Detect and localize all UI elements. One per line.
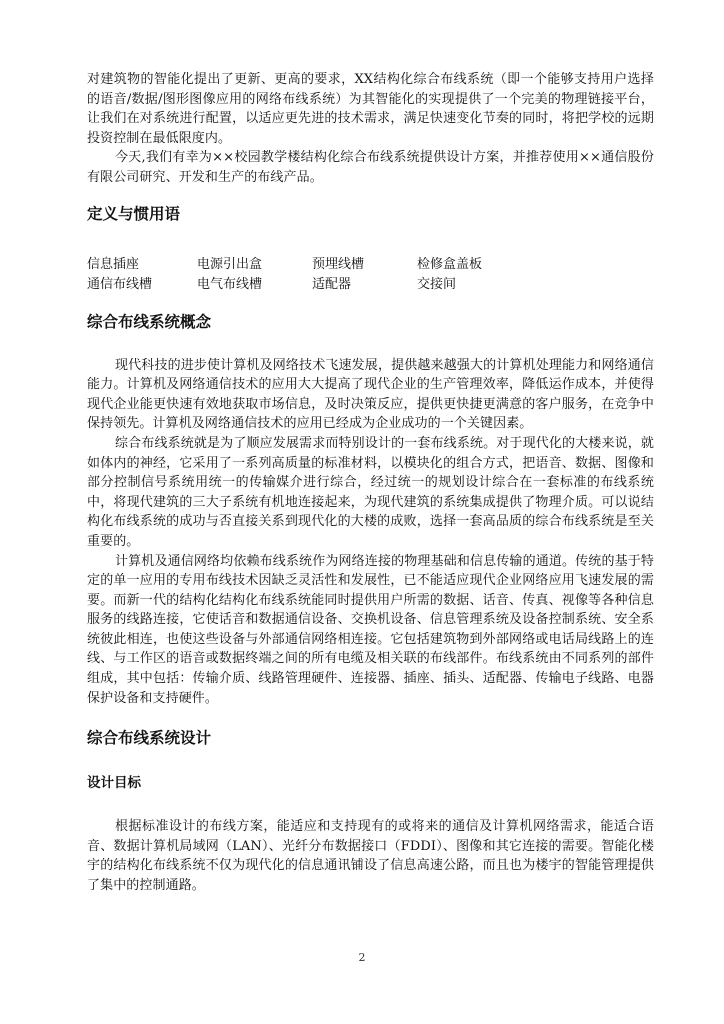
intro-paragraph: 对建筑物的智能化提出了更新、更高的要求，XX结构化综合布线系统（即一个能够支持用户选择的语音/数据/图形图像应用的网络布线系统）为其智能化的实现提供了一个完美的物理链接平台，让我们在对系统进行配置，以适应更先进的技术需求，满足快速变化节奏的同时，将把学校的远期投资控制在最低限度内。 [87,72,654,146]
design-goal-subheading: 设计目标 [87,775,141,792]
term-item: 电气布线槽 [197,276,263,292]
design-goal-paragraph: 根据标准设计的布线方案，能适应和支持现有的或将来的通信及计算机网络需求，能适合语音、数据计算机局域网（LAN）、光纤分布数据接口（FDDI）、图像和其它连接的需要。智能化楼宇的结构化布线系统不仅为现代化的信息通讯铺设了信息高速公路，而且也为楼宇的智能管理提供了集中的控制通路。 [87,819,654,894]
definitions-heading: 定义与惯用语 [87,204,181,223]
terms-table [87,255,654,295]
concept-heading: 综合布线系统概念 [87,312,212,331]
term-item: 信息插座 [87,256,140,272]
concept-paragraph: 计算机及通信网络均依赖布线系统作为网络连接的物理基础和信息传输的通道。传统的基于特定的单一应用的专用布线技术因缺乏灵活性和发展性，已不能适应现代企业网络应用飞速发展的需要。而新一代的结构化结构化布线系统能同时提供用户所需的数据、话音、传真、视像等各种信息服务的线路连接，它使话音和数据通信设备、交换机设备、信息管理系统及设备控制系统、安全系统彼此相连，也使这些设备与外部通信网络相连接。它包括建筑物到外部网络或电话局线路上的连线、与工作区的语音或数据终端之间的所有电缆及相关联的布线部件。布线系统由不同系列的部件组成，其中包括：传输介质、线路管理硬件、连接器、插座、插头、适配器、传输电子线路、电器保护设备和支持硬件。 [87,553,654,706]
term-item: 电源引出盒 [197,256,263,272]
terms-row [87,275,654,295]
term-item: 预埋线槽 [312,256,365,272]
term-item: 通信布线槽 [87,276,153,292]
concept-paragraph: 现代科技的进步使计算机及网络技术飞速发展，提供越来越强大的计算机处理能力和网络通信能力。计算机及网络通信技术的应用大大提高了现代企业的生产管理效率，降低运作成本，并使得现代企业能更快速有效地获取市场信息，及时决策反应，提供更快捷更满意的客户服务，在竞争中保持领先。计算机及网络通信技术的应用已经成为企业成功的一个关键因素。 [87,357,654,432]
term-item: 适配器 [312,276,352,292]
terms-row [87,255,654,275]
document-body [87,70,654,896]
page-number: 2 [358,951,366,964]
design-heading: 综合布线系统设计 [87,729,212,748]
term-item: 交接间 [417,276,457,292]
term-item: 检修盒盖板 [417,256,483,272]
concept-paragraph: 综合布线系统就是为了顺应发展需求而特别设计的一套布线系统。对于现代化的大楼来说，就如体内的神经，它采用了一系列高质量的标准材料，以模块化的组合方式，把语音、数据、图像和部分控制信号系统用统一的传输媒介进行综合，经过统一的规划设计综合在一套标准的布线系统中，将现代建筑的三大子系统有机地连接起来，为现代建筑的系统集成提供了物理介质。可以说结构化布线系统的成功与否直接关系到现代化的大楼的成败，选择一套高品质的综合布线系统是至关重要的。 [87,435,654,549]
intro-paragraph: 今天,我们有幸为××校园教学楼结构化综合布线系统提供设计方案，并推荐使用××通信股份有限公司研究、开发和生产的布线产品。 [87,150,654,185]
